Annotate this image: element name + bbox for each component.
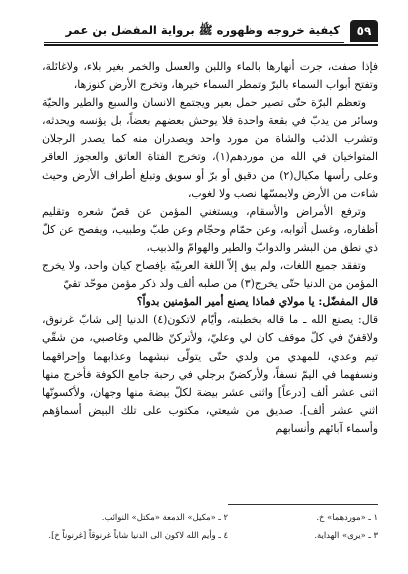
paragraph-1	[42, 58, 378, 94]
paragraph-5	[42, 311, 378, 438]
header-rule	[44, 42, 344, 43]
footnote-4: ٤ ـ وأيم الله لاكون الى الدنيا شاباً غرنوقاً [غرنوناً خ].	[48, 530, 228, 540]
paragraph-4	[42, 257, 378, 293]
paragraph-text: وتفقد جميع اللغات، ولم يبق إلاّ اللغة العربيّة بإفصاح كيان واحد، ولا يخرج المؤمن من الدنيا حتّى يخرج(٣) من صلبه ألف ولد ذكر مؤمن موحّد تقيّ	[42, 259, 378, 291]
footnote-1: ١ ـ «موردهما» خ.	[316, 512, 378, 522]
question-line: قال المفضّل: يا مولاي فماذا يصنع أمير المؤمنين بدواً؟	[136, 295, 378, 309]
footnotes	[42, 504, 378, 554]
page-number: ٥٩	[350, 20, 378, 42]
paragraph-3	[42, 203, 378, 257]
paragraph-2	[42, 94, 378, 203]
paragraph-text: فإذا صفت، جرت أنهارها بالماء واللبن والعسل والخمر بغير بلاء، ولاغائلة، وتفتح أبواب السماء بالبرّ وتمطر السماء خيرها، وتخرج الأرض كنوزها،	[42, 60, 378, 92]
paragraph-text: وترفع الأمراض والأسقام، ويستغني المؤمن عن قصّ شعره وتقليم أظفاره، وغسل أثوابه، وعن حمّام وحجّام وعن طبّ وطبيب، ويفصح عن كلّ ذي نطق من البشر والدوابّ والطير والهوامّ والذبيب،	[42, 204, 378, 254]
footnote-3: ٣ ـ «يرى» الهداية.	[314, 530, 378, 540]
paragraph-text: قال: يصنع الله ـ ما قاله بخطبته، وأيّام لاتكون(٤) الدنيا إلى شابّ غرنوق، ولاقفنّ في كلّ موقف كان لي وعليّ، ولأتركنّ ظالمي وغاصبي، من شقّي تيم وعدي، للمهدي من ولدي حتّى يتولّى نبشهما وعذابهما وإحراقهما ونسفهما في اليمّ نسفاً، ولأركضنّ برجلي في رحبة جامع الكوفة فأخرج منها اثنى عشر ألف [درعاً] واثنى عشر بيضة لكلّ بيضة منها وجهان، ولأكسونّها اثني عشر ألف]. صديق من شيعتي، مكتوب على تلك البيض أسماؤهم وأسماء آبائهم وأنسابهم	[42, 313, 378, 435]
paragraph-text: وتعظم البرّة حتّى تصير حمل بعير ويجتمع الانسان والسبع والطير والحيّة وسائر من يدبّ في بقعة واحدة فلا يوحش بعضهم بعضاً، بل يؤنسه ويحدثه، وتشرب الذئب والشاة من مورد واحد ويصدران منه كما يصدر الرجلان المتواخيان في الله من موردهم(١)، وتخرج الفتاة العاتق والعجوز العاقر وعلى رأسها مكيال(٢) من دقيق أو برّ أو سويق وتبلغ أطراف الأرض وحيث شاءت من الأرض ولايمسّها نصب ولا لغوب،	[42, 96, 378, 200]
page-header	[44, 22, 378, 46]
footnote-2: ٢ ـ «مكيل» الدمعة «مكتل» النوائب.	[101, 512, 228, 522]
page-body	[42, 58, 378, 438]
running-title: كيفية خروجه وظهوره ﷺ برواية المفضل بن عمر	[65, 23, 340, 37]
footnote-rule	[228, 504, 378, 505]
